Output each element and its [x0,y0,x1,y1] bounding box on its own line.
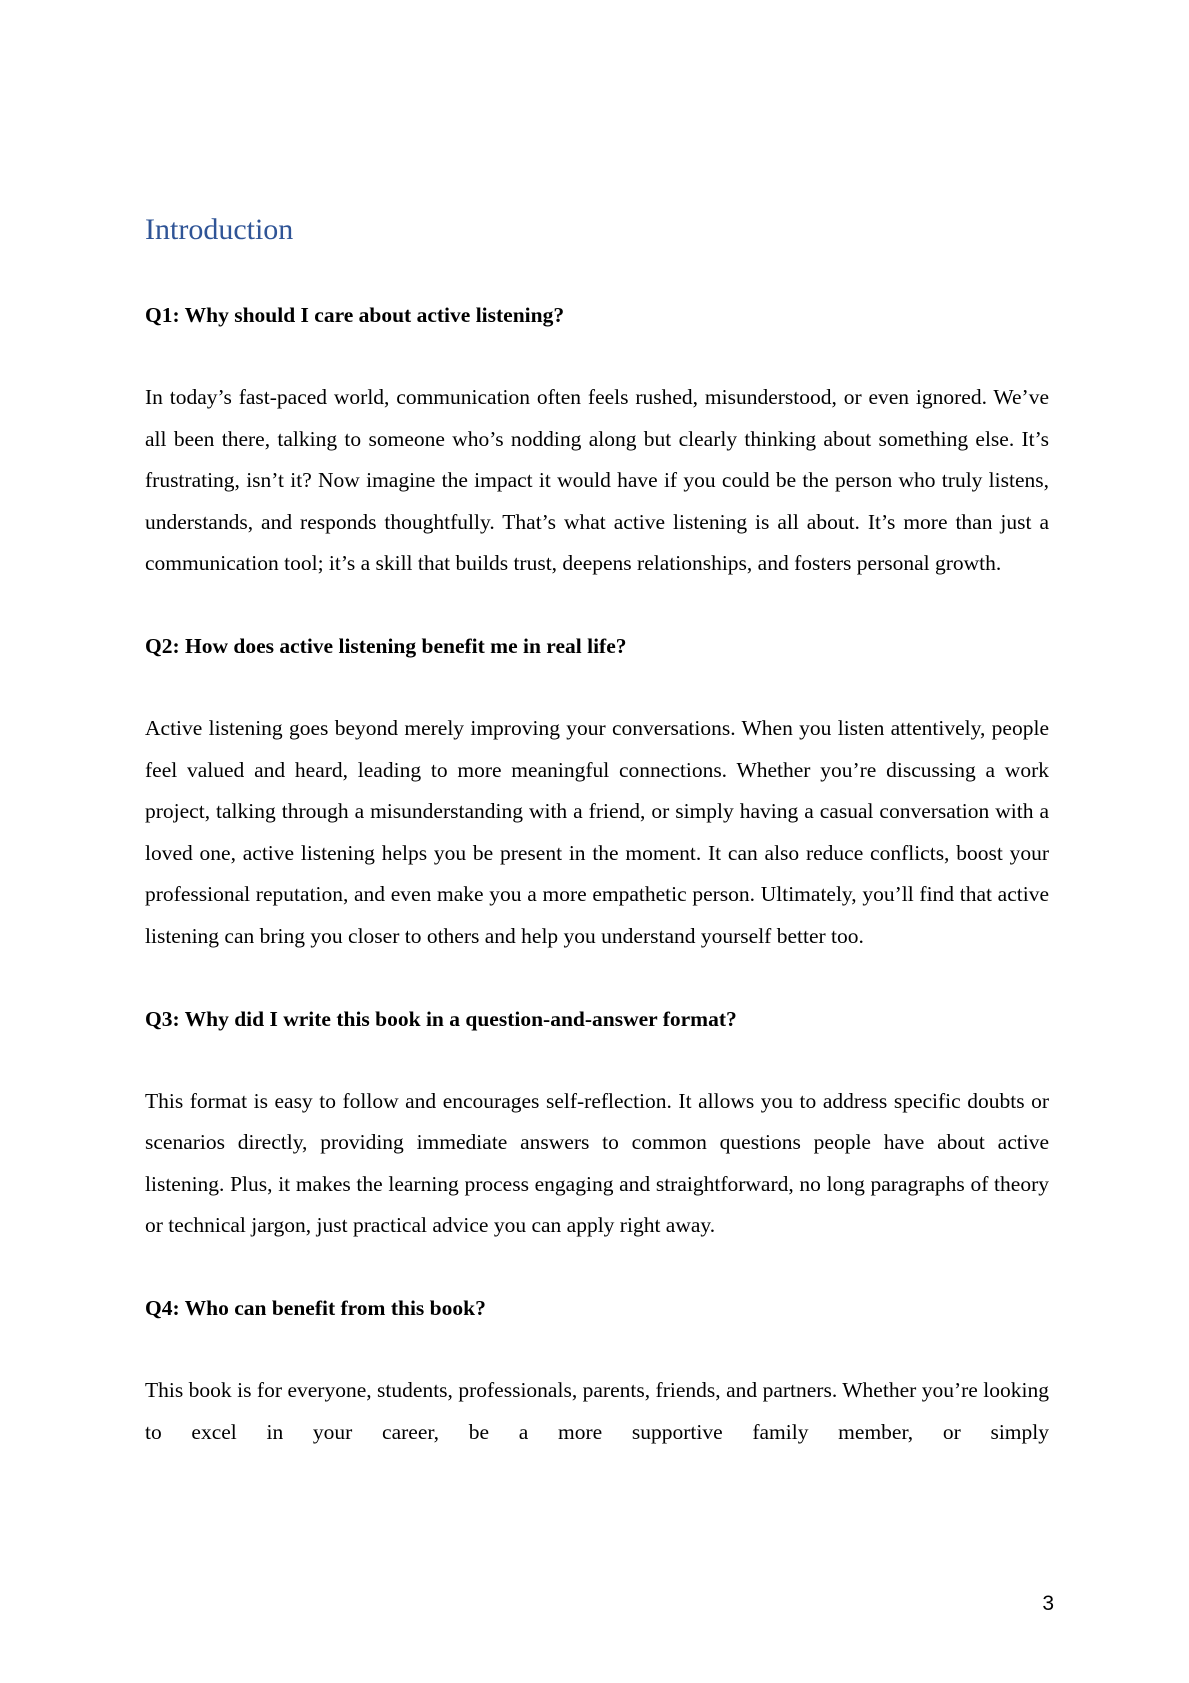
answer-1: In today’s fast-paced world, communication often feels rushed, misunderstood, or even ignored. We’ve all been there, talking to someone who’s nodding along but clearly thinking about something else. It’s frustrating, isn’t it? Now imagine the impact it would have if you could be the person who truly listens, understands, and responds thoughtfully. That’s what active listening is all about. It’s more than just a communication tool; it’s a skill that builds trust, deepens relationships, and fosters personal growth. [145,385,1049,576]
answer-4: This book is for everyone, students, professionals, parents, friends, and partners. Whether you’re looking to excel in your career, be a more supportive family member, or simply [145,1377,1049,1444]
page-number: 3 [1042,1592,1054,1615]
question-4: Q4: Who can benefit from this book? [145,1295,486,1320]
question-2: Q2: How does active listening benefit me in real life? [145,633,627,658]
chapter-title: Introduction [145,213,294,246]
question-3: Q3: Why did I write this book in a question-and-answer format? [145,1006,737,1031]
answer-3: This format is easy to follow and encourages self-reflection. It allows you to address specific doubts or scenarios directly, providing immediate answers to common questions people have about active listening. Plus, it makes the learning process engaging and straightforward, no long paragraphs of theory or technical jargon, just practical advice you can apply right away. [145,1088,1049,1238]
page-content [145,205,1049,1494]
question-1: Q1: Why should I care about active listening? [145,303,565,327]
answer-2: Active listening goes beyond merely improving your conversations. When you listen attentively, people feel valued and heard, leading to more meaningful connections. Whether you’re discussing a work project, talking through a misunderstanding with a friend, or simply having a casual conversation with a loved one, active listening helps you be present in the moment. It can also reduce conflicts, boost your professional reputation, and even make you a more empathetic person. Ultimately, you’ll find that active listening can bring you closer to others and help you understand yourself better too. [145,715,1049,948]
